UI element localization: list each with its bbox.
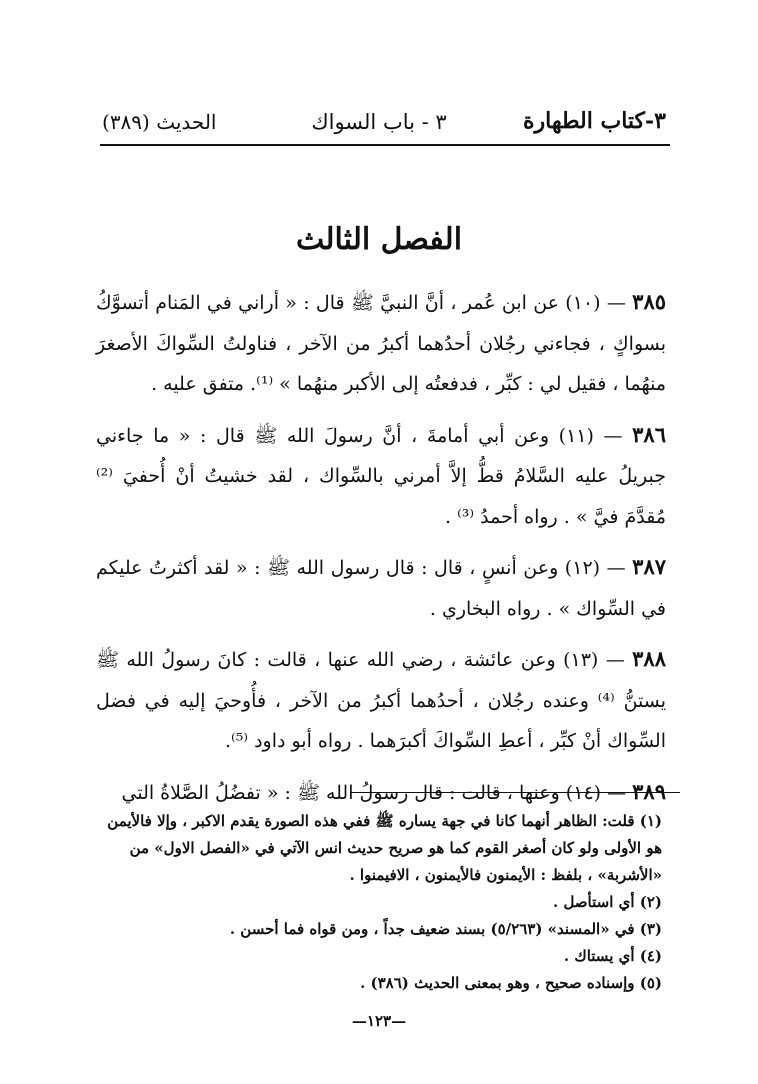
footnote: (١) قلت: الظاهر أنهما كانا في جهة يساره ﷺ ففي هذه الصورة يقدم الاكبر ، وإلا فالأيمن هو الأولى ولو كان أصغر القوم كما هو صريح حديث انس الآتي في «الفصل الاول» من «الأشربة» ، بلفظ : الأيمنون فالأيمنون ، الافيمنوا . [107, 812, 662, 884]
footnotes [96, 808, 662, 997]
header-book-title: ٣-كتاب الطهارة [522, 108, 666, 134]
header-divider [100, 144, 670, 146]
hadith-paragraph [96, 547, 666, 629]
hadith-text: — (١٣) وعن عائشة ، رضي الله عنها ، قالت : كانَ رسولُ الله ﷺ يستنُّ ⁽⁴⁾ وعنده رجُلان ، أحدُهما أكبرُ من الآخر ، فأُوحيَ إليه في فضل السِّواك أنْ كبِّر ، أعطِ السِّواكَ أكبرَهما . رواه أبو داود ⁽⁵⁾. [96, 649, 667, 752]
hadith-paragraph [96, 415, 666, 538]
header-hadith-ref: الحديث (٣٨٩) [102, 110, 217, 134]
hadith-text: — (١٤) وعنها ، قالت : قال رسولُ الله ﷺ : « تفضُلُ الصَّلاةُ التي [121, 781, 627, 804]
footnote: (٤) أي يستاك . [563, 947, 662, 965]
hadith-body [96, 282, 666, 823]
footnote-divider [350, 792, 680, 793]
hadith-number: ٣٨٧ [632, 554, 667, 579]
section-title: الفصل الثالث [295, 222, 463, 257]
footnote: (٣) في «المسند» (٥/٢٦٣) بسند ضعيف جداً ، ومن قواه فما أحسن . [229, 920, 662, 938]
hadith-text: — (١١) وعن أبي أمامةَ ، أنَّ رسولَ الله ﷺ قال : « ما جاءني جبريلُ عليه السَّلامُ قطُّ إلاَّ أمرني بالسِّواك ، لقد خشيتُ أنْ أُحفيَ ⁽²⁾ مُقدَّمَ فيَّ » . رواه أحمدُ ⁽³⁾ . [96, 424, 666, 528]
hadith-number: ٣٨٨ [632, 646, 666, 671]
footnote: (٢) أي استأصل . [553, 893, 662, 911]
hadith-paragraph [96, 282, 666, 405]
hadith-number: ٣٨٥ [632, 289, 667, 314]
footnote: (٥) وإسناده صحيح ، وهو بمعنى الحديث (٣٨٦) . [360, 974, 662, 992]
hadith-text: — (١٠) عن ابن عُمر ، أنَّ النبيَّ ﷺ قال : « أراني في المَنام أتسوَّكُ بسواكٍ ، فجاءني رجُلان أحدُهما أكبرُ من الآخر ، فناولتُ السِّواكَ الأصغرَ منهُما ، فقيل لي : كبِّر ، فدفعتُه إلى الأكبر منهُما » ⁽¹⁾. متفق عليه . [96, 292, 666, 395]
header-chapter-title: ٣ - باب السواك [311, 110, 447, 134]
hadith-number: ٣٨٦ [632, 421, 666, 447]
hadith-text: — (١٢) وعن أنسٍ ، قال : قال رسول الله ﷺ : « لقد أكثرتُ عليكم في السِّواك » . رواه البخاري . [96, 557, 666, 620]
page-number: —١٢٣— [351, 1012, 407, 1030]
hadith-paragraph [96, 639, 666, 762]
hadith-number: ٣٨٩ [632, 778, 666, 804]
